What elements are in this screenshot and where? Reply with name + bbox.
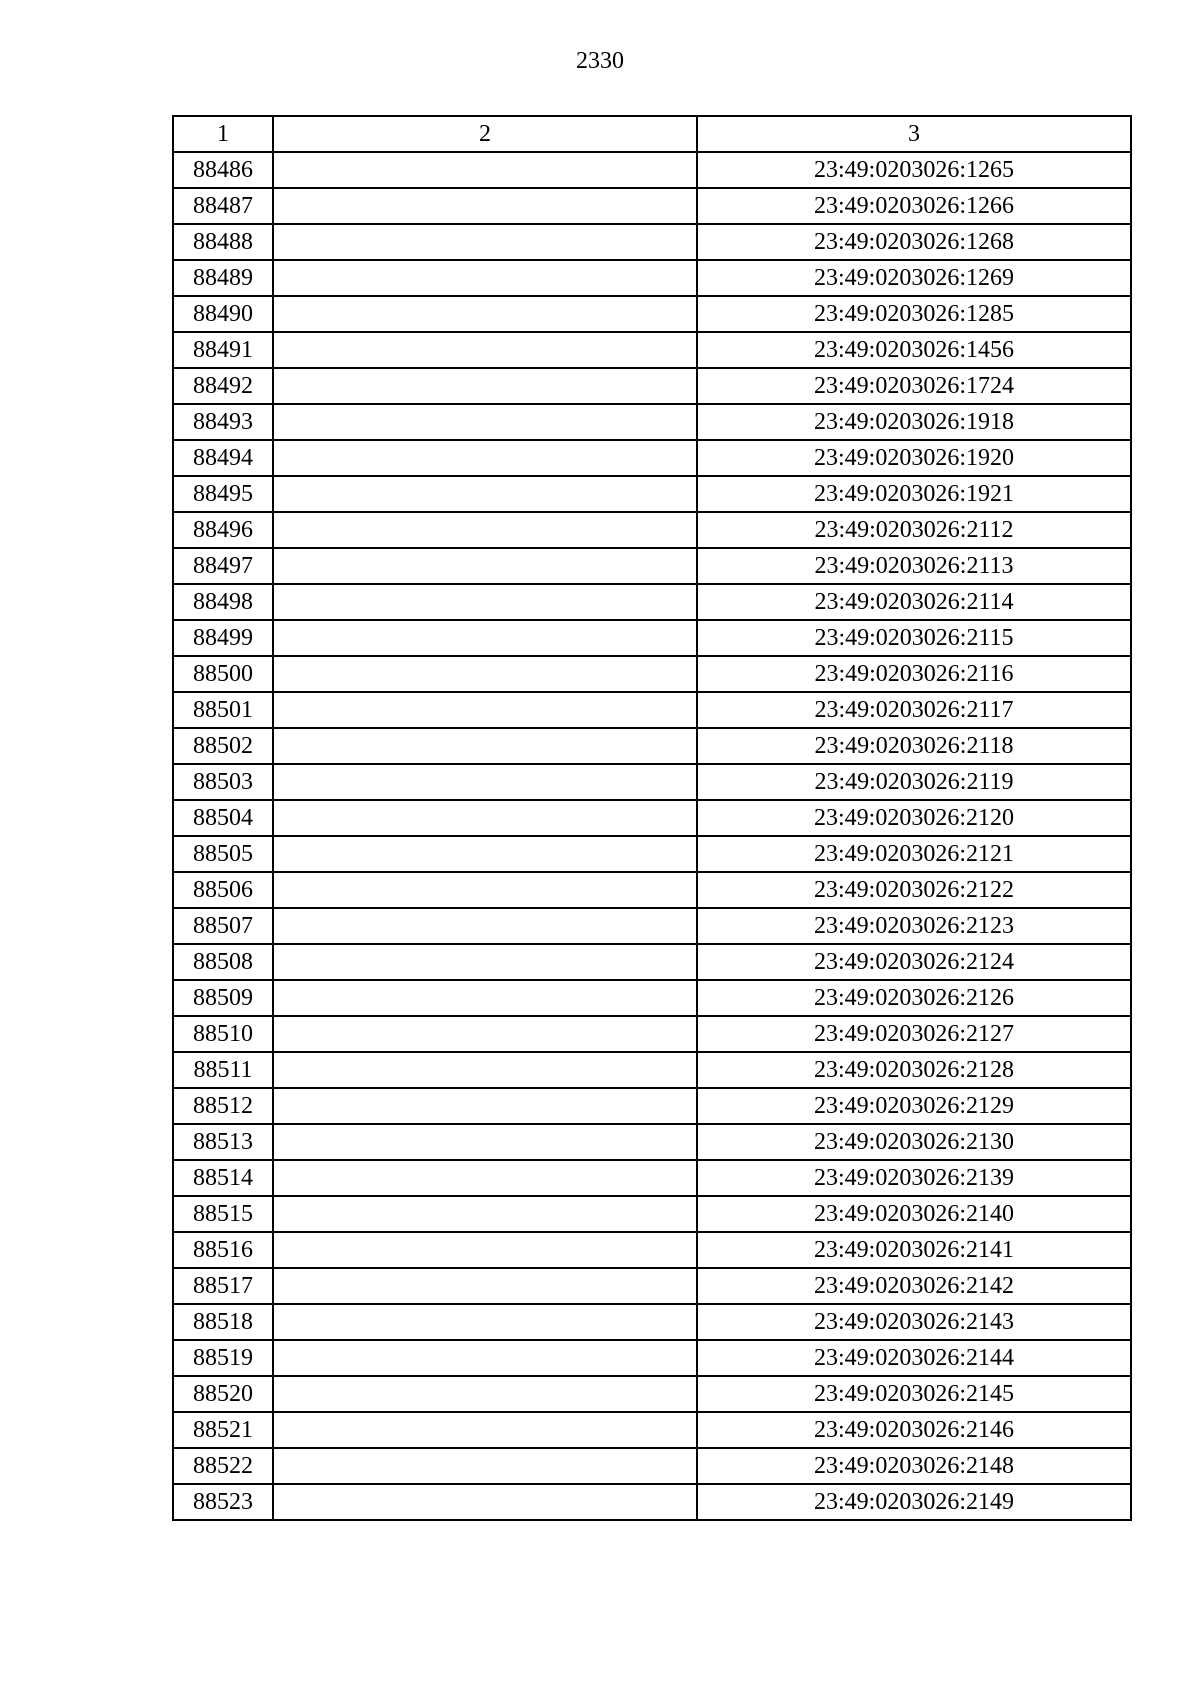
empty-cell [273,980,697,1016]
table-row [173,1376,1131,1412]
column-header-1: 1 [173,116,273,152]
empty-cell [273,944,697,980]
row-number-cell: 88512 [173,1088,273,1124]
empty-cell [273,872,697,908]
cadastral-number-cell: 23:49:0203026:2115 [697,620,1131,656]
cadastral-number-cell: 23:49:0203026:2139 [697,1160,1131,1196]
table-row [173,836,1131,872]
table-row [173,512,1131,548]
row-number-cell: 88490 [173,296,273,332]
table-row [173,620,1131,656]
cadastral-number-cell: 23:49:0203026:1456 [697,332,1131,368]
cadastral-number-cell: 23:49:0203026:2148 [697,1448,1131,1484]
row-number-cell: 88499 [173,620,273,656]
row-number-cell: 88518 [173,1304,273,1340]
table-row [173,584,1131,620]
empty-cell [273,1196,697,1232]
row-number-cell: 88504 [173,800,273,836]
row-number-cell: 88517 [173,1268,273,1304]
table-row [173,1232,1131,1268]
row-number-cell: 88487 [173,188,273,224]
empty-cell [273,260,697,296]
cadastral-number-cell: 23:49:0203026:2142 [697,1268,1131,1304]
cadastral-number-cell: 23:49:0203026:1269 [697,260,1131,296]
table-row [173,152,1131,188]
page-number: 2330 [576,48,624,74]
cadastral-number-cell: 23:49:0203026:2143 [697,1304,1131,1340]
cadastral-number-cell: 23:49:0203026:2123 [697,908,1131,944]
table-row [173,1088,1131,1124]
cadastral-number-cell: 23:49:0203026:2117 [697,692,1131,728]
table-row [173,1016,1131,1052]
empty-cell [273,1304,697,1340]
table-row [173,548,1131,584]
row-number-cell: 88497 [173,548,273,584]
cadastral-number-cell: 23:49:0203026:2144 [697,1340,1131,1376]
empty-cell [273,728,697,764]
cadastral-number-cell: 23:49:0203026:1285 [697,296,1131,332]
cadastral-number-cell: 23:49:0203026:1266 [697,188,1131,224]
row-number-cell: 88498 [173,584,273,620]
table-row [173,1196,1131,1232]
empty-cell [273,548,697,584]
cadastral-number-cell: 23:49:0203026:1921 [697,476,1131,512]
row-number-cell: 88514 [173,1160,273,1196]
empty-cell [273,692,697,728]
table-row [173,368,1131,404]
cadastral-number-cell: 23:49:0203026:2124 [697,944,1131,980]
table-row [173,1412,1131,1448]
table-row [173,1340,1131,1376]
column-header-2: 2 [273,116,697,152]
table-row [173,800,1131,836]
table-row [173,188,1131,224]
cadastral-number-cell: 23:49:0203026:2127 [697,1016,1131,1052]
empty-cell [273,332,697,368]
table-row [173,944,1131,980]
row-number-cell: 88523 [173,1484,273,1520]
table-row [173,1448,1131,1484]
empty-cell [273,1232,697,1268]
row-number-cell: 88515 [173,1196,273,1232]
row-number-cell: 88500 [173,656,273,692]
column-header-3: 3 [697,116,1131,152]
table-row [173,476,1131,512]
cadastral-number-cell: 23:49:0203026:2145 [697,1376,1131,1412]
row-number-cell: 88491 [173,332,273,368]
empty-cell [273,1340,697,1376]
row-number-cell: 88501 [173,692,273,728]
row-number-cell: 88486 [173,152,273,188]
empty-cell [273,1160,697,1196]
table-body [173,152,1131,1520]
empty-cell [273,1052,697,1088]
row-number-cell: 88494 [173,440,273,476]
cadastral-number-cell: 23:49:0203026:2130 [697,1124,1131,1160]
empty-cell [273,224,697,260]
row-number-cell: 88496 [173,512,273,548]
table-row [173,872,1131,908]
empty-cell [273,908,697,944]
empty-cell [273,440,697,476]
empty-cell [273,1124,697,1160]
cadastral-number-cell: 23:49:0203026:1918 [697,404,1131,440]
table-row [173,1484,1131,1520]
cadastral-number-cell: 23:49:0203026:2149 [697,1484,1131,1520]
empty-cell [273,1016,697,1052]
row-number-cell: 88516 [173,1232,273,1268]
cadastral-number-cell: 23:49:0203026:2116 [697,656,1131,692]
row-number-cell: 88493 [173,404,273,440]
row-number-cell: 88502 [173,728,273,764]
empty-cell [273,296,697,332]
empty-cell [273,368,697,404]
table-row [173,224,1131,260]
empty-cell [273,620,697,656]
table-row [173,692,1131,728]
cadastral-number-cell: 23:49:0203026:1724 [697,368,1131,404]
table-row [173,260,1131,296]
empty-cell [273,1088,697,1124]
row-number-cell: 88510 [173,1016,273,1052]
table-row [173,404,1131,440]
cadastral-number-cell: 23:49:0203026:1268 [697,224,1131,260]
cadastral-number-cell: 23:49:0203026:2120 [697,800,1131,836]
table-row [173,1160,1131,1196]
table-row [173,656,1131,692]
empty-cell [273,836,697,872]
empty-cell [273,584,697,620]
cadastral-number-cell: 23:49:0203026:2118 [697,728,1131,764]
row-number-cell: 88507 [173,908,273,944]
row-number-cell: 88522 [173,1448,273,1484]
cadastral-number-cell: 23:49:0203026:2140 [697,1196,1131,1232]
empty-cell [273,188,697,224]
row-number-cell: 88503 [173,764,273,800]
row-number-cell: 88513 [173,1124,273,1160]
cadastral-number-cell: 23:49:0203026:2113 [697,548,1131,584]
register-table [172,115,1132,1521]
cadastral-number-cell: 23:49:0203026:2121 [697,836,1131,872]
empty-cell [273,1268,697,1304]
row-number-cell: 88506 [173,872,273,908]
cadastral-number-cell: 23:49:0203026:2141 [697,1232,1131,1268]
row-number-cell: 88508 [173,944,273,980]
empty-cell [273,1484,697,1520]
table-row [173,764,1131,800]
empty-cell [273,404,697,440]
row-number-cell: 88488 [173,224,273,260]
table-row [173,1304,1131,1340]
cadastral-number-cell: 23:49:0203026:1920 [697,440,1131,476]
cadastral-number-cell: 23:49:0203026:2119 [697,764,1131,800]
empty-cell [273,512,697,548]
table-row [173,440,1131,476]
table-header-row [173,116,1131,152]
cadastral-number-cell: 23:49:0203026:2146 [697,1412,1131,1448]
row-number-cell: 88489 [173,260,273,296]
empty-cell [273,656,697,692]
row-number-cell: 88495 [173,476,273,512]
row-number-cell: 88519 [173,1340,273,1376]
row-number-cell: 88505 [173,836,273,872]
cadastral-number-cell: 23:49:0203026:2122 [697,872,1131,908]
cadastral-number-cell: 23:49:0203026:2128 [697,1052,1131,1088]
table-row [173,980,1131,1016]
table-row [173,296,1131,332]
table-row [173,1124,1131,1160]
row-number-cell: 88509 [173,980,273,1016]
cadastral-number-cell: 23:49:0203026:2129 [697,1088,1131,1124]
table-row [173,332,1131,368]
table-row [173,1268,1131,1304]
empty-cell [273,1448,697,1484]
table-row [173,1052,1131,1088]
empty-cell [273,764,697,800]
table-row [173,728,1131,764]
table-row [173,908,1131,944]
empty-cell [273,1412,697,1448]
empty-cell [273,152,697,188]
cadastral-number-cell: 23:49:0203026:2112 [697,512,1131,548]
row-number-cell: 88521 [173,1412,273,1448]
empty-cell [273,800,697,836]
row-number-cell: 88492 [173,368,273,404]
empty-cell [273,1376,697,1412]
row-number-cell: 88511 [173,1052,273,1088]
empty-cell [273,476,697,512]
cadastral-number-cell: 23:49:0203026:2126 [697,980,1131,1016]
row-number-cell: 88520 [173,1376,273,1412]
cadastral-number-cell: 23:49:0203026:1265 [697,152,1131,188]
cadastral-number-cell: 23:49:0203026:2114 [697,584,1131,620]
